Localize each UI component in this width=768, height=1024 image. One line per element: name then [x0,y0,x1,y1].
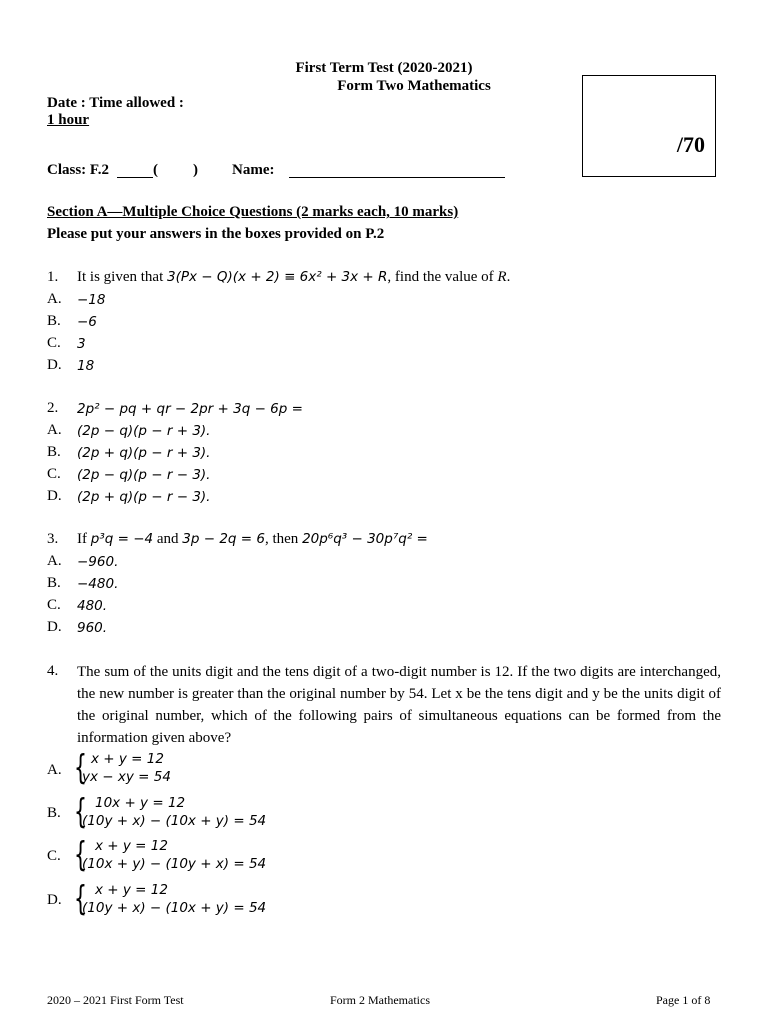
q1-prefix: It is given that [77,269,164,285]
q1-option-b-letter: B. [47,313,61,329]
footer-page-number: Page 1 of 8 [656,993,711,1007]
q1-suffix: , find the value of [387,269,494,285]
q3-option-d: 960. [77,620,108,636]
q2-expression: 2p² − pq + qr − 2pr + 3q − 6p = [77,401,303,417]
q1-option-a-letter: A. [47,291,62,307]
q3-option-a-letter: A. [47,553,62,569]
duration-label: 1 hour [47,112,90,128]
q4-number: 4. [47,663,59,679]
q2-number: 2. [47,400,59,416]
q1-end: . [506,269,511,285]
q4-option-c-eq2: (10x + y) − (10y + x) = 54 [82,856,267,872]
q3-option-c-letter: C. [47,597,61,613]
q4-option-a-eq1: x + y = 12 [91,751,164,767]
q2-option-a: (2p − q)(p − r + 3). [77,423,211,439]
test-subtitle: Form Two Mathematics [337,78,491,94]
q4-option-d-letter: D. [47,892,62,908]
q4-option-a-letter: A. [47,762,62,778]
q1-option-b: −6 [77,314,97,330]
q3-expression: 20p⁶q³ − 30p⁷q² = [302,531,428,547]
q4-option-a-brace: { [74,748,87,788]
q1-option-d: 18 [77,358,95,374]
q1-option-a: −18 [77,292,106,308]
q3-stem [77,531,428,548]
q4-option-d-eq1: x + y = 12 [95,882,168,898]
q2-option-b-letter: B. [47,444,61,460]
q2-option-b: (2p + q)(p − r + 3). [77,445,211,461]
q3-option-b-letter: B. [47,575,61,591]
q1-variable: R [497,269,507,285]
class-paren-close: ) [193,162,198,178]
q4-option-c-eq1: x + y = 12 [95,838,168,854]
class-number-blank[interactable] [117,177,153,178]
q4-option-d-eq2: (10y + x) − (10x + y) = 54 [82,900,267,916]
q4-option-d-brace: { [74,879,87,919]
total-score: /70 [676,132,705,157]
q3-number: 3. [47,531,59,547]
q4-option-b-letter: B. [47,805,61,821]
q4-option-b-brace: { [74,792,87,832]
q1-expression: 3(Px − Q)(x + 2) ≡ 6x² + 3x + R [167,269,388,285]
section-instruction: Please put your answers in the boxes provided on P.2 [47,226,385,242]
q4-stem: The sum of the units digit and the tens digit of a two-digit number is 12. If the two digits are interchanged, the new number is greater than the original number by 54. Let x be the tens digit and y be the units digit of the original number, which of the following pairs of simultaneous equations can be formed from the information given above? [77,664,721,746]
q3-if: If [77,531,87,547]
q3-option-c: 480. [77,598,108,614]
q3-condition-1: p³q = −4 [90,531,154,547]
class-paren-open: ( [153,162,158,178]
q3-condition-2: 3p − 2q = 6 [182,531,265,547]
q3-option-d-letter: D. [47,619,62,635]
q1-option-c: 3 [77,336,86,352]
footer-left: 2020 – 2021 First Form Test [47,993,184,1007]
name-label: Name: [232,162,275,178]
q3-option-b: −480. [77,576,119,592]
date-time-label: Date : Time allowed : [47,95,184,111]
q2-option-d-letter: D. [47,488,62,504]
q2-option-a-letter: A. [47,422,62,438]
score-box [582,75,716,177]
q3-and: and [156,531,179,547]
test-title: First Term Test (2020-2021) [295,60,473,76]
q2-option-d: (2p + q)(p − r − 3). [77,489,211,505]
q4-option-b-eq2: (10y + x) − (10x + y) = 54 [82,813,267,829]
q2-option-c: (2p − q)(p − r − 3). [77,467,211,483]
q1-stem [77,269,510,286]
q4-option-a-eq2: yx − xy = 54 [82,769,171,785]
class-label: Class: F.2 [47,162,109,178]
q3-option-a: −960. [77,554,119,570]
name-blank[interactable] [289,177,505,178]
q4-option-b-eq1: 10x + y = 12 [95,795,186,811]
q4-option-c-letter: C. [47,848,61,864]
q3-then: , then [264,531,299,547]
q2-option-c-letter: C. [47,466,61,482]
q1-option-c-letter: C. [47,335,61,351]
section-heading: Section A—Multiple Choice Questions (2 marks each, 10 marks) [47,204,459,220]
footer-center: Form 2 Mathematics [330,993,430,1007]
q1-number: 1. [47,269,59,285]
q1-option-d-letter: D. [47,357,62,373]
q4-option-c-brace: { [74,835,87,875]
